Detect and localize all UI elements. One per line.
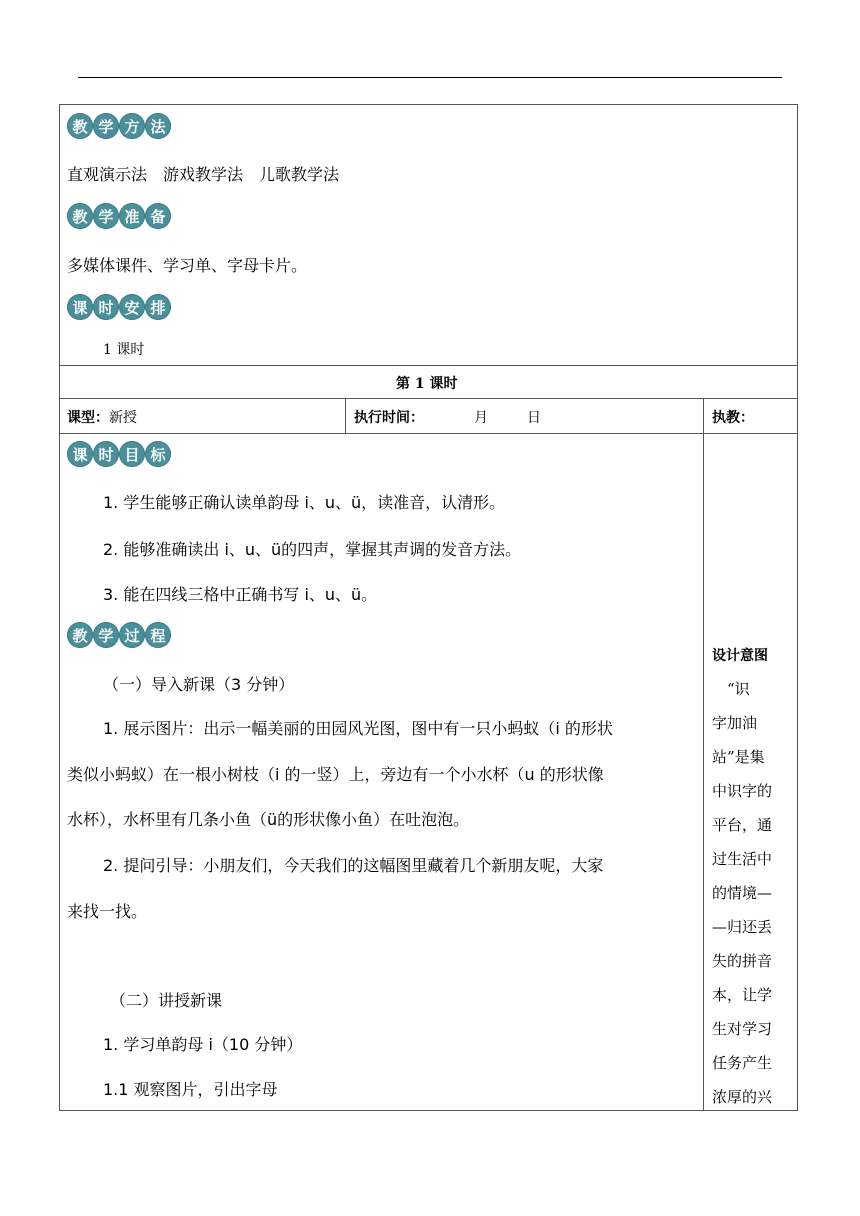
part2-heading: （二）讲授新课: [110, 991, 223, 1010]
design-intent-line: 中识字的: [712, 782, 773, 800]
schedule-content: 1 课时: [103, 342, 145, 358]
prep-content: 多媒体课件、学习单、字母卡片。: [67, 256, 308, 275]
design-intent-line: 失的拼音: [712, 952, 773, 970]
method-content: 直观演示法 游戏教学法 儿歌教学法: [67, 165, 340, 184]
section-title-goals: [67, 441, 171, 467]
row-divider-header: [59, 365, 798, 366]
design-intent-line: 平台，通: [712, 816, 773, 834]
title-char: 时: [93, 294, 119, 320]
teacher-label: 执教：: [712, 410, 754, 426]
lesson-header: 第 1 课时: [396, 376, 458, 392]
title-char: 课: [67, 294, 93, 320]
design-intent-line: “识: [712, 680, 750, 698]
title-char: 法: [145, 113, 171, 139]
title-char: 学: [93, 622, 119, 648]
part1-heading: （一）导入新课（3 分钟）: [103, 675, 295, 694]
time-label: 执行时间：: [354, 410, 424, 426]
design-intent-line: —归还丢: [712, 918, 773, 936]
title-char: 教: [67, 113, 93, 139]
title-char: 目: [119, 441, 145, 467]
month-label: 月: [474, 410, 488, 426]
part2-item1-1: 1.1 观察图片，引出字母: [103, 1080, 278, 1099]
title-char: 程: [145, 622, 171, 648]
title-char: 学: [93, 203, 119, 229]
design-intent-line: 本，让学: [712, 986, 773, 1004]
header-rule: [78, 77, 782, 78]
type-label-text: 课型：: [67, 410, 109, 426]
day-label: 日: [527, 410, 541, 426]
part1-item2-line: 2. 提问引导：小朋友们，今天我们的这幅图里藏着几个新朋友呢，大家: [103, 856, 604, 875]
design-intent-label: 设计意图: [712, 648, 768, 664]
col-divider-time: [345, 398, 346, 433]
section-title-schedule: [67, 294, 171, 320]
section-title-prep: [67, 203, 171, 229]
title-char: 过: [119, 622, 145, 648]
goal-item: 1. 学生能够正确认读单韵母 i、u、ü，读准音，认清形。: [103, 493, 506, 512]
title-char: 教: [67, 203, 93, 229]
section-title-process: [67, 622, 171, 648]
title-char: 教: [67, 622, 93, 648]
design-intent-line: 任务产生: [712, 1054, 773, 1072]
design-intent-line: 的情境—: [712, 884, 773, 902]
design-intent-line: 浓厚的兴: [712, 1088, 773, 1106]
section-title-method: [67, 113, 171, 139]
row-divider-info: [59, 398, 798, 399]
part2-item1: 1. 学习单韵母 i（10 分钟）: [103, 1035, 303, 1054]
part1-item2-line: 来找一找。: [67, 902, 148, 921]
title-char: 方: [119, 113, 145, 139]
title-char: 学: [93, 113, 119, 139]
type-label: [67, 407, 137, 427]
type-value: 新授: [109, 410, 137, 426]
col-divider-teacher: [703, 398, 704, 1111]
goal-item: 3. 能在四线三格中正确书写 i、u、ü。: [103, 585, 378, 604]
design-intent-line: 站”是集: [712, 748, 765, 766]
part1-item1-line: 类似小蚂蚁）在一根小树枝（i 的一竖）上，旁边有一个小水杯（u 的形状像: [67, 765, 604, 784]
row-divider-body: [59, 433, 798, 434]
design-intent-line: 过生活中: [712, 850, 773, 868]
title-char: 备: [145, 203, 171, 229]
title-char: 时: [93, 441, 119, 467]
title-char: 排: [145, 294, 171, 320]
design-intent-line: 生对学习: [712, 1020, 773, 1038]
title-char: 安: [119, 294, 145, 320]
goal-item: 2. 能够准确读出 i、u、ü的四声，掌握其声调的发音方法。: [103, 540, 522, 559]
design-intent-line: 字加油: [712, 714, 758, 732]
title-char: 标: [145, 441, 171, 467]
design-intent-text: [712, 672, 784, 1114]
title-char: 课: [67, 441, 93, 467]
title-char: 准: [119, 203, 145, 229]
part1-item1-line: 水杯），水杯里有几条小鱼（ü的形状像小鱼）在吐泡泡。: [67, 810, 470, 829]
part1-item1-line: 1. 展示图片：出示一幅美丽的田园风光图，图中有一只小蚂蚁（i 的形状: [103, 719, 613, 738]
